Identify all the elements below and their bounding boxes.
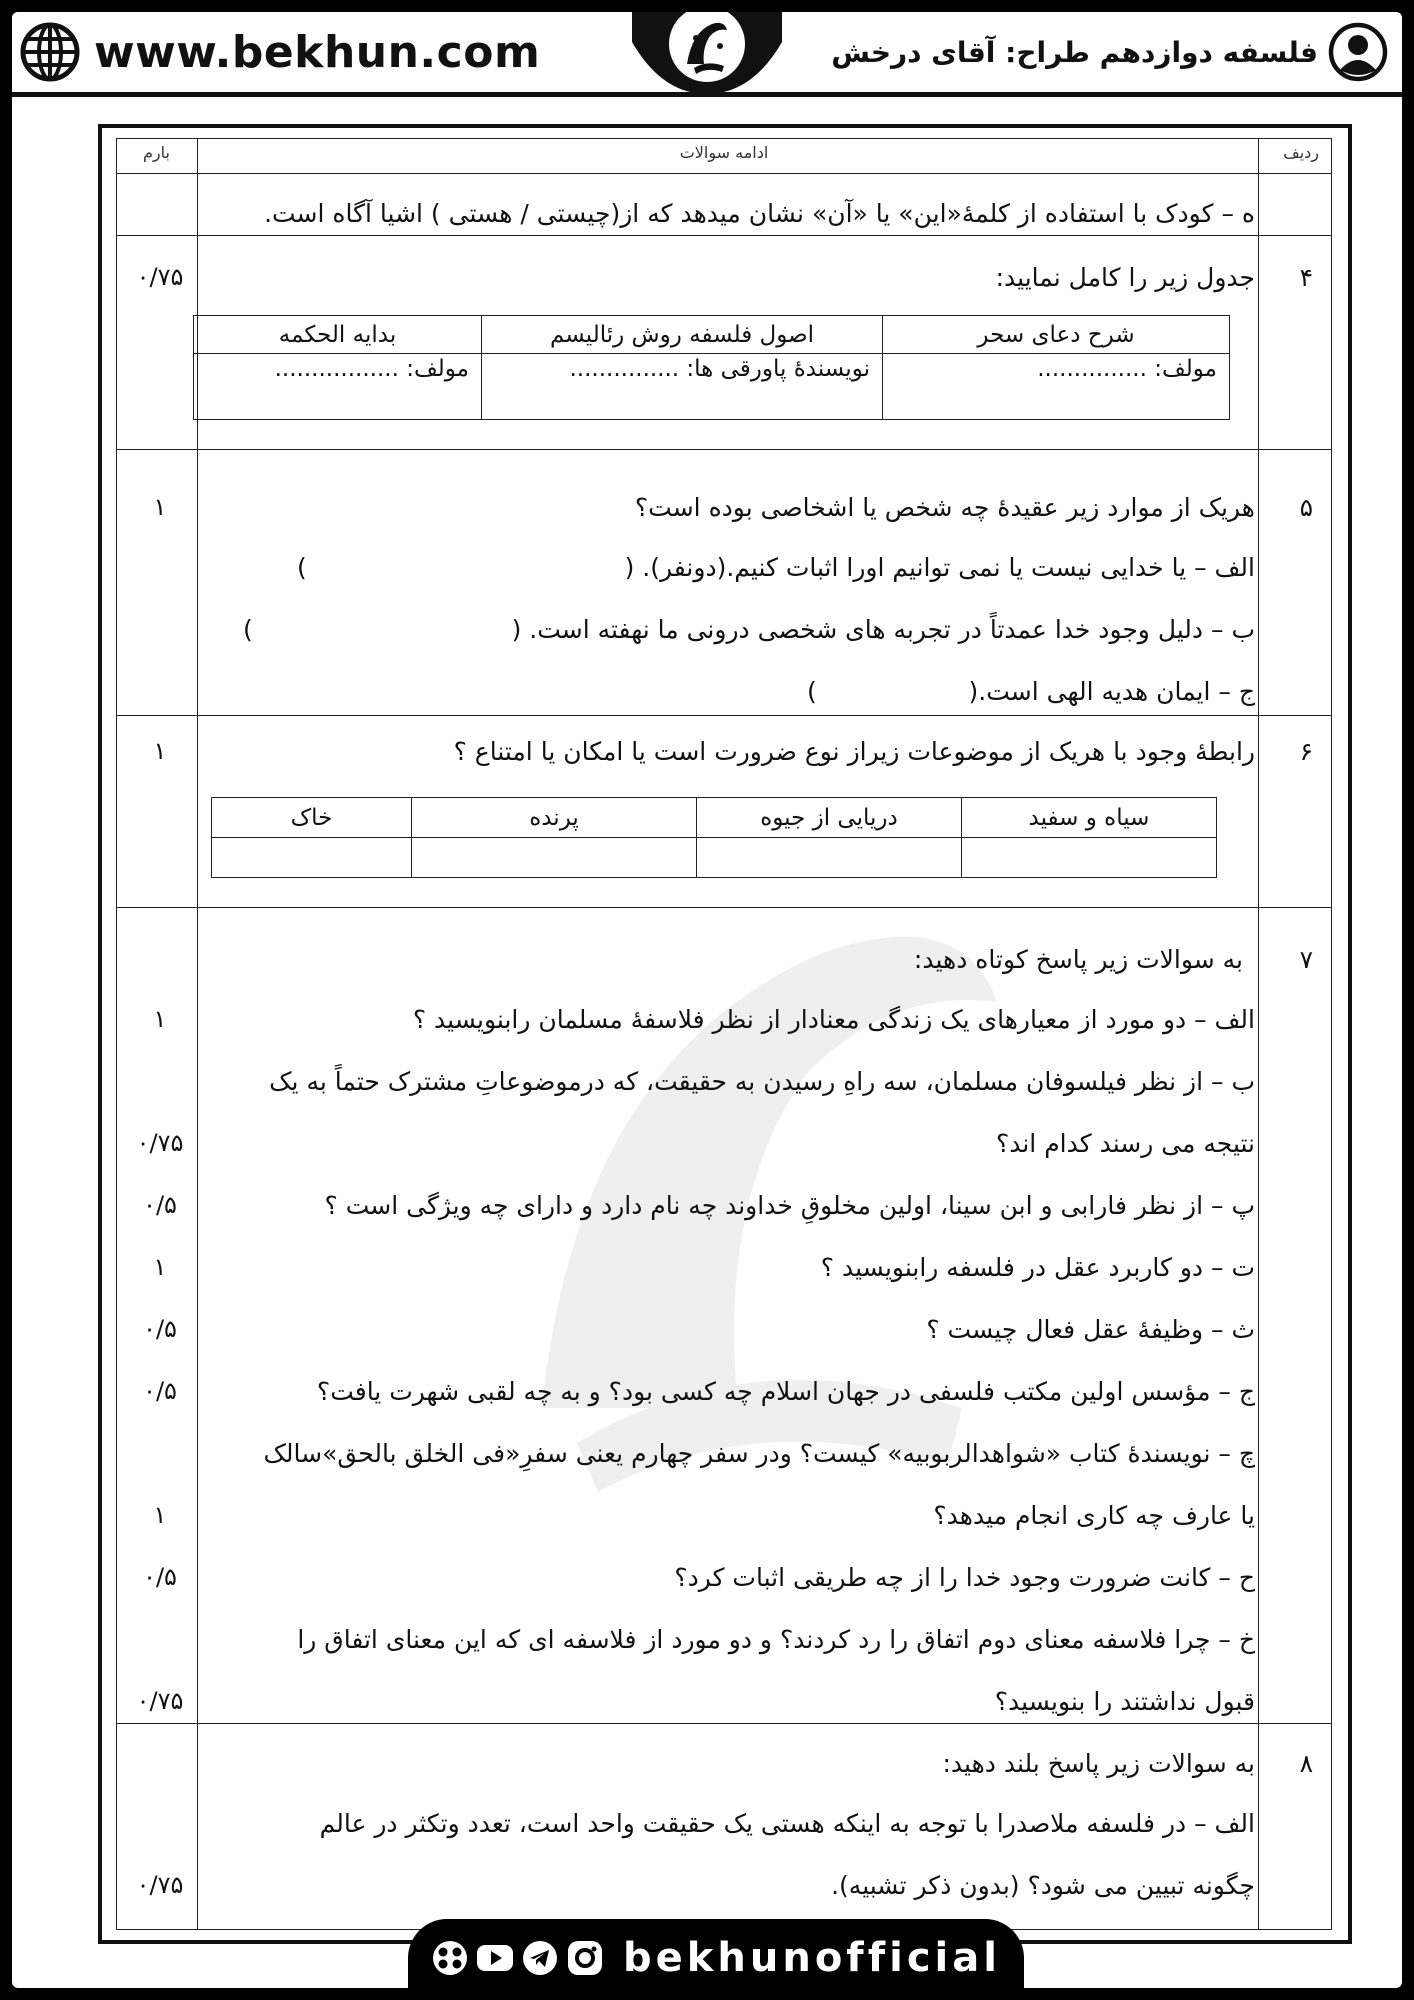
header-divider [117, 173, 1331, 174]
q4-table-header: شرح دعای سحر [883, 316, 1230, 354]
question-number: ۷ [1299, 945, 1313, 974]
question-score: ۱ [153, 493, 167, 521]
question-5-item: ب – دلیل وجود خدا عمدتاً در تجربه های شخصی درونی ما نهفته است. ( [511, 615, 1255, 644]
question-7-line: قبول نداشتند را بنویسید؟ [994, 1687, 1255, 1716]
q4-table-cell[interactable]: مولف: ............... [883, 354, 1230, 420]
row-column-divider [1258, 139, 1259, 1929]
question-5-item: الف – یا خدایی نیست یا نمی توانیم اورا اثبات کنیم.(دونفر). ( [624, 553, 1255, 582]
questions-header: ادامه سوالات [679, 143, 769, 162]
question-score: ۰/۵ [143, 1191, 177, 1219]
score-header: بارم [143, 143, 170, 162]
site-link[interactable] [20, 20, 540, 84]
q6-table-header: دریایی از جیوه [697, 798, 962, 838]
question-4-text: جدول زیر را کامل نمایید: [995, 263, 1255, 292]
q6-answer-cell[interactable] [412, 838, 697, 878]
row-divider [117, 235, 1331, 236]
question-5-text: هریک از موارد زیر عقیدۀ چه شخص یا اشخاصی بوده است؟ [634, 493, 1255, 522]
question-6-text: رابطۀ وجود با هریک از موضوعات زیراز نوع ضرورت است یا امکان یا امتناع ؟ [453, 737, 1255, 766]
header-bar [12, 12, 1402, 97]
q6-table-header: خاک [212, 798, 412, 838]
question-score: ۰/۷۵ [136, 1687, 184, 1715]
questions-table [116, 138, 1332, 1930]
instagram-icon[interactable] [566, 1939, 604, 1977]
question-7-line: پ – از نظر فارابی و ابن سینا، اولین مخلوقِ خداوند چه نام دارد و دارای چه ویژگی است ؟ [324, 1191, 1255, 1220]
exam-title [831, 20, 1388, 84]
question-8-text: به سوالات زیر پاسخ بلند دهید: [942, 1749, 1255, 1778]
question-8-line: الف – در فلسفه ملاصدرا با توجه به اینکه هستی یک حقیقت واحد است، تعدد وتکثر در عالم [319, 1809, 1255, 1838]
question-score: ۰/۵ [143, 1563, 177, 1591]
question-7-line: نتیجه می رسند کدام اند؟ [995, 1129, 1255, 1158]
globe-icon [20, 22, 80, 82]
row-divider [117, 449, 1331, 450]
row-divider [117, 1723, 1331, 1724]
question-number: ۶ [1299, 737, 1313, 766]
aparat-icon[interactable] [431, 1939, 469, 1977]
question-score: ۰/۵ [143, 1377, 177, 1405]
row-divider [117, 907, 1331, 908]
q4-table [193, 315, 1230, 420]
question-number: ۵ [1299, 493, 1313, 522]
title-text: فلسفه دوازدهم طراح: آقای درخش [831, 35, 1318, 69]
answer-bracket[interactable]: ) [243, 615, 253, 644]
social-footer [408, 1919, 1024, 1988]
exam-sheet [98, 124, 1352, 1944]
q6-table-header: پرنده [412, 798, 697, 838]
question-7-line: ج – مؤسس اولین مکتب فلسفی در جهان اسلام چه کسی بود؟ و به چه لقبی شهرت یافت؟ [316, 1377, 1255, 1406]
question-7-text: به سوالات زیر پاسخ کوتاه دهید: [913, 945, 1243, 974]
question-7-line: الف – دو مورد از معیارهای یک زندگی معنادار از نظر فلاسفۀ مسلمان رابنویسید ؟ [412, 1005, 1255, 1034]
telegram-icon[interactable] [521, 1939, 559, 1977]
brand-logo-icon [632, 12, 782, 102]
social-handle[interactable]: bekhunofficial [623, 1935, 1001, 1981]
question-number: ۸ [1299, 1749, 1313, 1778]
question-score: ۱ [153, 1501, 167, 1529]
page-frame [12, 12, 1402, 1988]
answer-bracket[interactable]: ) [297, 553, 307, 582]
question-number: ۴ [1299, 263, 1313, 292]
question-h: ه – کودک با استفاده از کلمۀ«این» یا «آن» نشان میدهد که از(چیستی / هستی ) اشیا آگاه است. [264, 199, 1255, 228]
question-7-line: چ – نویسندۀ کتاب «شواهدالربوبیه» کیست؟ ودر سفر چهارم یعنی سفرِ«فی الخلق بالحق»سالک [263, 1439, 1255, 1468]
youtube-icon[interactable] [476, 1939, 514, 1977]
answer-bracket[interactable]: ) [807, 677, 817, 706]
q4-table-header: بدایه الحکمه [194, 316, 482, 354]
question-7-line: یا عارف چه کاری انجام میدهد؟ [933, 1501, 1255, 1530]
q4-table-cell[interactable]: نویسندۀ پاورقی ها: ............... [482, 354, 883, 420]
question-score: ۰/۷۵ [136, 263, 184, 291]
question-score: ۱ [153, 737, 167, 765]
q6-answer-cell[interactable] [212, 838, 412, 878]
q6-answer-cell[interactable] [962, 838, 1217, 878]
question-7-line: خ – چرا فلاسفه معنای دوم اتفاق را رد کردند؟ و دو مورد از فلاسفه ای که این معنای اتفاق را [297, 1625, 1255, 1654]
question-score: ۱ [153, 1005, 167, 1033]
q6-answer-cell[interactable] [697, 838, 962, 878]
question-7-line: ب – از نظر فیلسوفان مسلمان، سه راهِ رسیدن به حقیقت، که درموضوعاتِ مشترک حتماً به یک [269, 1067, 1255, 1096]
question-score: ۱ [153, 1253, 167, 1281]
q4-table-header: اصول فلسفه روش رئالیسم [482, 316, 883, 354]
question-7-line: ح – کانت ضرورت وجود خدا را از چه طریقی اثبات کرد؟ [674, 1563, 1255, 1592]
question-7-line: ت – دو کاربرد عقل در فلسفه رابنویسید ؟ [820, 1253, 1255, 1282]
question-8-line: چگونه تبیین می شود؟ (بدون ذکر تشبیه). [831, 1871, 1255, 1900]
question-score: ۰/۷۵ [136, 1871, 184, 1899]
q6-table [211, 797, 1217, 878]
question-7-line: ث – وظیفۀ عقل فعال چیست ؟ [926, 1315, 1255, 1344]
question-5-item: ج – ایمان هدیه الهی است.( [968, 677, 1255, 706]
question-score: ۰/۵ [143, 1315, 177, 1343]
row-divider [117, 715, 1331, 716]
question-score: ۰/۷۵ [136, 1129, 184, 1157]
user-icon [1328, 22, 1388, 82]
q6-table-header: سیاه و سفید [962, 798, 1217, 838]
row-header: ردیف [1283, 143, 1319, 162]
site-url: www.bekhun.com [94, 26, 541, 78]
q4-table-cell[interactable]: مولف: ................. [194, 354, 482, 420]
